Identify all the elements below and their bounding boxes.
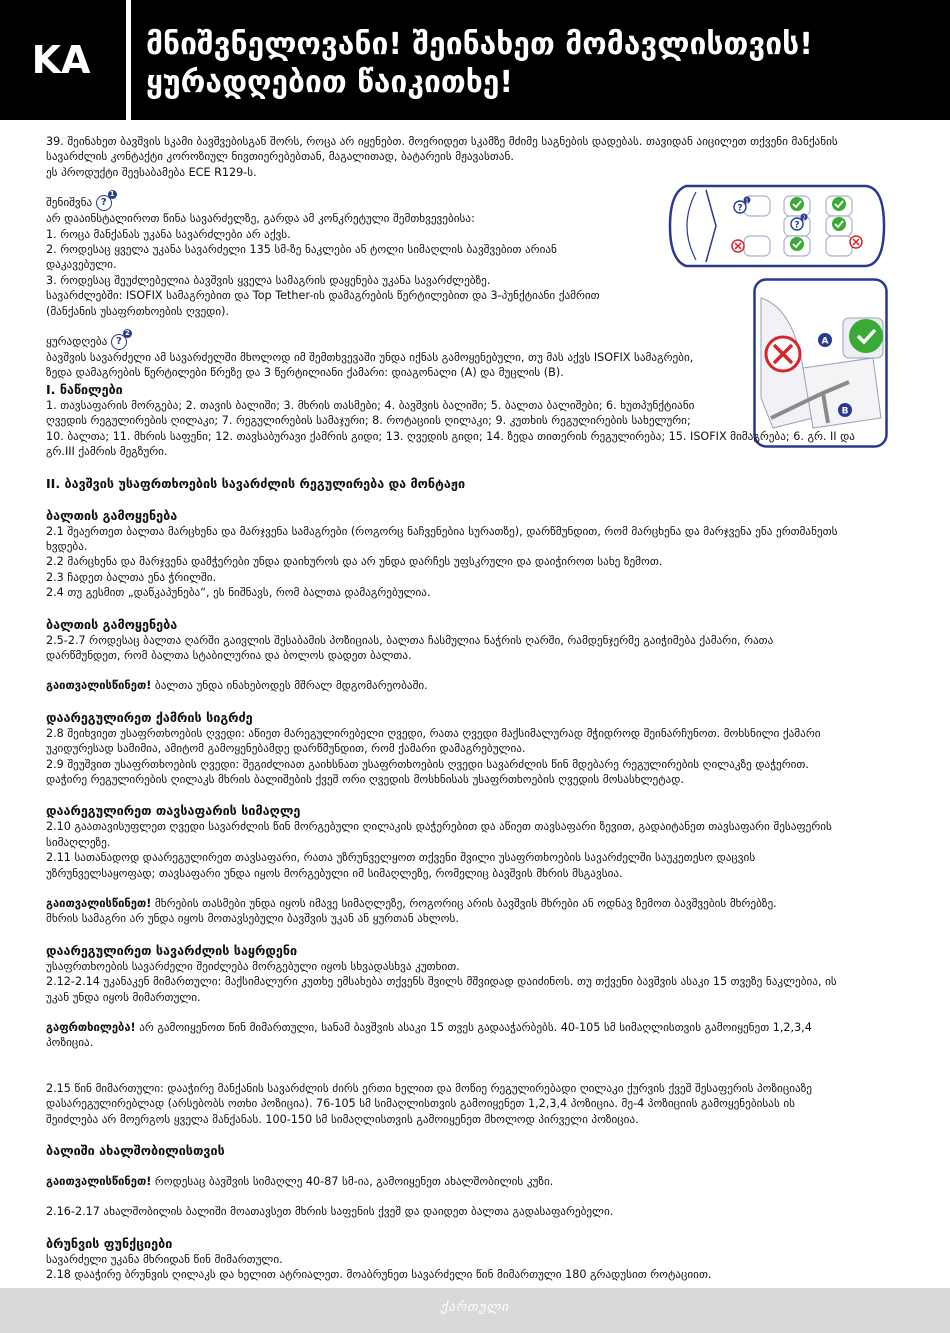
subsection-heading: ბალთის გამოყენება	[46, 507, 178, 523]
note-label: შენიშვნა	[46, 196, 93, 210]
body-line: სავარძელი უკანა მხრიდან წინ მიმართული.	[46, 1252, 283, 1266]
title-line-1: მნიშვნელოვანი! შეინახეთ მომავლისთვის!	[146, 27, 813, 62]
body-line: დასარეგულირებლად (არსებობს ოთხი პოზიცია). 76-105 სმ სიმაღლისთვის გამოიყენეთ 1,2,3,4 პოზიცია. მე-4 პოზიციის გამოყენებისას ის	[46, 1097, 795, 1111]
section-heading: I. ნაწილები	[46, 381, 123, 397]
parts-line: 1. თავსაფარის მორგება; 2. თავის ბალიში; 3. მხრის თასმები; 4. ბავშვის ბალიში; 5. ბალთა ბალიშები; 6. ხუთპუნქტიანი	[46, 398, 695, 412]
body-line: 2.3 ჩადეთ ბალთა ენა ჭრილში.	[46, 570, 217, 584]
body-line: 2.15 წინ მიმართული: დააჭირე მანქანის სავარძლის ძირს ერთი ხელით და მოწიე რეგულირებადი ღილაკი ქურვის ქვეშ შესაფერის პოზიციაზე	[46, 1081, 812, 1095]
warning-line: გაფრთხილება! არ გამოიყენოთ წინ მიმართული, სანამ ბავშვის ასაკი 15 თვეს გადააჭარბებს. 40-105 სმ სიმაღლისთვის გამოიყენეთ 1,2,3,4	[46, 1021, 812, 1035]
warning-line: გაითვალისწინეთ! მხრების თასმები უნდა იყოს იმავე სიმაღლეზე, როგორიც არის ბავშვის მხრები ან ოდნავ ზემოთ ბავშვების მხრებზე.	[46, 897, 777, 910]
note-line: დაკავებული.	[46, 258, 117, 272]
warning-line: გაითვალისწინეთ! როდესაც ბავშვის სიმაღლე 40-87 სმ-ია, გამოიყენეთ ახალშობილის კუზი.	[46, 1175, 554, 1189]
subsection-heading: დაარეგულირეთ თავსაფარის სიმაღლე	[46, 803, 301, 819]
note-line: 3. როდესაც შეუძლებელია ბავშვის ყველა სამაგრის დაყენება უკანა სავარძლებზე.	[46, 273, 491, 287]
body-line: 2.18 დააჭირე ბრუნვის ღილაკს და ხელით ატრიალეთ. მოაბრუნეთ სავარძელი წინ მიმართული 180 გრადუსით როტაციით.	[46, 1268, 712, 1282]
body-line: 2.8 შეიხვიეთ უსაფრთხოების ღვედი: აწიეთ მარეგულირებელი ღვედი, რათა ღვედი მაქსიმალურად მჭიდროდ შეინარჩუნოთ. მოხსნილი ქამარი	[46, 726, 821, 740]
body-line: მხრის სამაგრი არ უნდა იყოს მოთავსებული ბავშვის უკან ან ყურთან ახლოს.	[46, 912, 459, 926]
body-line: 2.10 გაათავისუფლეთ ღვედი სავარძლის წინ მორგებული ღილაკის დაჭერებით და აწიეთ თავსაფარი ზევით, გადაიტანეთ თავსაფარი შესაფერის	[46, 820, 832, 834]
document-body	[46, 134, 904, 1283]
body-line: 2.4 თუ გესმით „დაწკაპუნება“, ეს ნიშნავს, რომ ბალთა დამაგრებულია.	[46, 586, 431, 600]
note-line: (მანქანის უსაფრთხოების ღვედი).	[46, 304, 230, 318]
parts-line: ღვედის რეგულირების ღილაკი; 7. რეგულირების სამაჯური; 8. როტაციის ღილაკი; 9. კუთხის რეგულირების სახელური;	[46, 414, 691, 428]
fig-sup-2: 2	[802, 215, 806, 222]
body-line: 2.1 შეაერთეთ ბალთა მარცხენა და მარჯვენა სამაგრები (როგორც ნაჩვენებია სურათზე), დარწმუნდით, რომ მარცხენა და მარჯვენა ენა ერთმანეთს	[46, 524, 838, 538]
body-line: უკან უნდა იყოს მიმართული.	[46, 990, 201, 1004]
body-line: სიმაღლეზე.	[46, 835, 111, 849]
body-line: 2.11 სათანადოდ დაარეგულირეთ თავსაფარი, რათა უზრუნველყოთ თქვენი შვილი უსაფრთხოების სავარძელში საუკეთესო დაცვის	[46, 851, 756, 865]
attention-label-row	[46, 329, 904, 350]
attention-line: ბავშვის სავარძელი ამ სავარძელში მხოლოდ იმ შემთხვევაში უნდა იქნას გამოყენებული, თუ მას აქვს ISOFIX სამაგრები,	[46, 351, 694, 365]
note-label-row	[46, 190, 904, 211]
subsection-heading: ბალთის გამოყენება	[46, 616, 178, 632]
header-divider	[126, 0, 131, 120]
title-line-2: ყურადღებით წაიკითხე!	[146, 65, 514, 100]
subsection-heading: დაარეგულირეთ სავარძლის საყრდენი	[46, 942, 298, 958]
note-line: არ დააინსტალიროთ წინა სავარძელზე, გარდა ამ კონკრეტული შემთხვევებისა:	[46, 212, 475, 226]
note-line: 2. როდესაც ყველა უკანა სავარძელი 135 სმ-ზე ნაკლები ან ტოლი სიმაღლის ბავშვებით არიან	[46, 243, 557, 257]
warning-label: გაითვალისწინეთ!	[46, 1175, 152, 1189]
body-line: 2.9 შეუშვით უსაფრთხოების ღვედი: შეგიძლიათ გაიხსნათ უსაფრთხოების ღვედი სავარძლის წინ მდებარე რეგულირების ღილაკზე დაჭერით.	[46, 757, 809, 771]
subsection-heading: ბალიში ახალშობილისთვის	[46, 1143, 225, 1159]
parts-line: გრ.III ქამრის მეგზური.	[46, 445, 168, 459]
intro-line: 39. შეინახეთ ბავშვის სკამი ბავშვებისგან შორს, როცა არ იყენებთ. მოერიდეთ სკამზე მძიმე საგნების დადებას. თავიდან აიცილეთ თქვენი მანქანის	[46, 135, 838, 148]
fig-sup-1: 1	[745, 198, 749, 205]
body-line: უზრუნველსაყოფად; თავსაფარი უნდა იყოს მორგებული იმ სიმაღლეზე, რომელიც ბავშვის მხრის მსგავსია.	[46, 866, 623, 880]
page-header	[0, 0, 950, 120]
label-b: B	[841, 406, 849, 417]
subsection-heading: დაარეგულირეთ ქამრის სიგრძე	[46, 709, 253, 725]
footer-language: ქართული	[440, 1300, 510, 1315]
body-line: უკიდურესად სამიმია, ამიტომ გამოყენებამდე დარწმუნდით, რომ ქამარი დამაგრებულია.	[46, 742, 526, 756]
warning-label: გაითვალისწინეთ!	[46, 897, 152, 910]
fig-badge-q1: ?	[737, 203, 743, 214]
fig-badge-q2: ?	[794, 220, 800, 231]
body-line: 2.16-2.17 ახალშობილის ბალიში მოათავსეთ მხრის საფენის ქვეშ და დაიდეთ ბალთა გადასაფარებელი.	[46, 1205, 614, 1219]
body-line: დაჭირე რეგულირების ღილაკს მხრის ბალიშების ქვეშ ორი ღვედის მოსხნისას უსაფრთხოების ღვედის მოსასხლეტად.	[46, 772, 684, 786]
note-line: 1. როცა მანქანას უკანა სავარძლები არ აქვს.	[46, 227, 291, 241]
body-line: დარწმუნდეთ, რომ ბალთა სტაბილურია და ბოლოს დადეთ ბალთა.	[46, 648, 412, 662]
parts-line: 10. ბალთა; 11. მხრის საფენი; 12. თავსაბურავი ქამრის გიდი; 13. ღვედის გიდი; 14. ზედა თითერის რეგულირება; 15. ISOFIX მიმაგრება; 6. გრ. II და	[46, 429, 855, 443]
attention-line: ზედა დამაგრების წერტილები წრეზე და 3 წერტილიანი ქამარი: დიაგონალი (A) და მუცლის (B).	[46, 366, 564, 380]
section-heading: II. ბავშვის უსაფრთხოების სავარძლის რეგულირება და მონტაჟი	[46, 475, 466, 491]
question-badge-icon: ? 1	[96, 195, 112, 211]
body-line: ხვდება.	[46, 539, 88, 553]
body-line: პოზიცია.	[46, 1036, 94, 1050]
intro-line: ეს პროდუქტი შეესაბამება ECE R129-ს.	[46, 165, 257, 179]
question-badge-icon: ? 2	[111, 334, 127, 350]
warning-label: გაფრთხილება!	[46, 1021, 136, 1035]
body-line: შეიძლება არ მოერგოს ყველა მანქანას. 100-150 სმ სიმაღლისთვის გამოიყენეთ მხოლოდ პირველი პოზიცია.	[46, 1112, 639, 1126]
page-footer	[0, 1288, 950, 1333]
subsection-heading: ბრუნვის ფუნქციები	[46, 1235, 173, 1251]
page-title	[146, 26, 936, 102]
warning-line: გაითვალისწინეთ! ბალთა უნდა ინახებოდეს მშრალ მდგომარეობაში.	[46, 679, 428, 693]
attention-label: ყურადღება	[46, 335, 108, 349]
language-code: KA	[31, 38, 91, 82]
note-line: სავარძლებში: ISOFIX სამაგრებით და Top Tether-ის დამაგრების წერტილებით და 3-პუნქტიანი ქამრით	[46, 289, 600, 303]
intro-line: სავარძლის კონტაქტი კოროზიულ ნივთიერებებთან, მაგალითად, ბატარეის მჟავასთან.	[46, 150, 514, 164]
body-line: უსაფრთხოების სავარძელი შეიძლება მორგებული იყოს სხვადასხვა კუთხით.	[46, 959, 460, 973]
label-a: A	[821, 336, 829, 347]
warning-label: გაითვალისწინეთ!	[46, 679, 152, 693]
body-line: 2.12-2.14 უკანაკენ მიმართული: მაქსიმალური კუთხე ემსახება თქვენს შვილს მშვიდად დაიძინოს. თუ თქვენი ბავშვის ასაკი 15 თვეზე ნაკლებია, ის	[46, 975, 837, 989]
body-line: 2.2 მარცხენა და მარჯვენა დამჭერები უნდა დაიხუროს და არ უნდა დარჩეს უფსკრული და დაიჭიროთ სახე ზემოთ.	[46, 555, 663, 569]
body-line: 2.5-2.7 როდესაც ბალთა ღარში გაივლის შესაბამის პოზიციას, ბალთა ჩასმულია ნაჭრის ღარში, რამდენჯერმე გაიჭიმება ქამარი, რათა	[46, 633, 774, 647]
